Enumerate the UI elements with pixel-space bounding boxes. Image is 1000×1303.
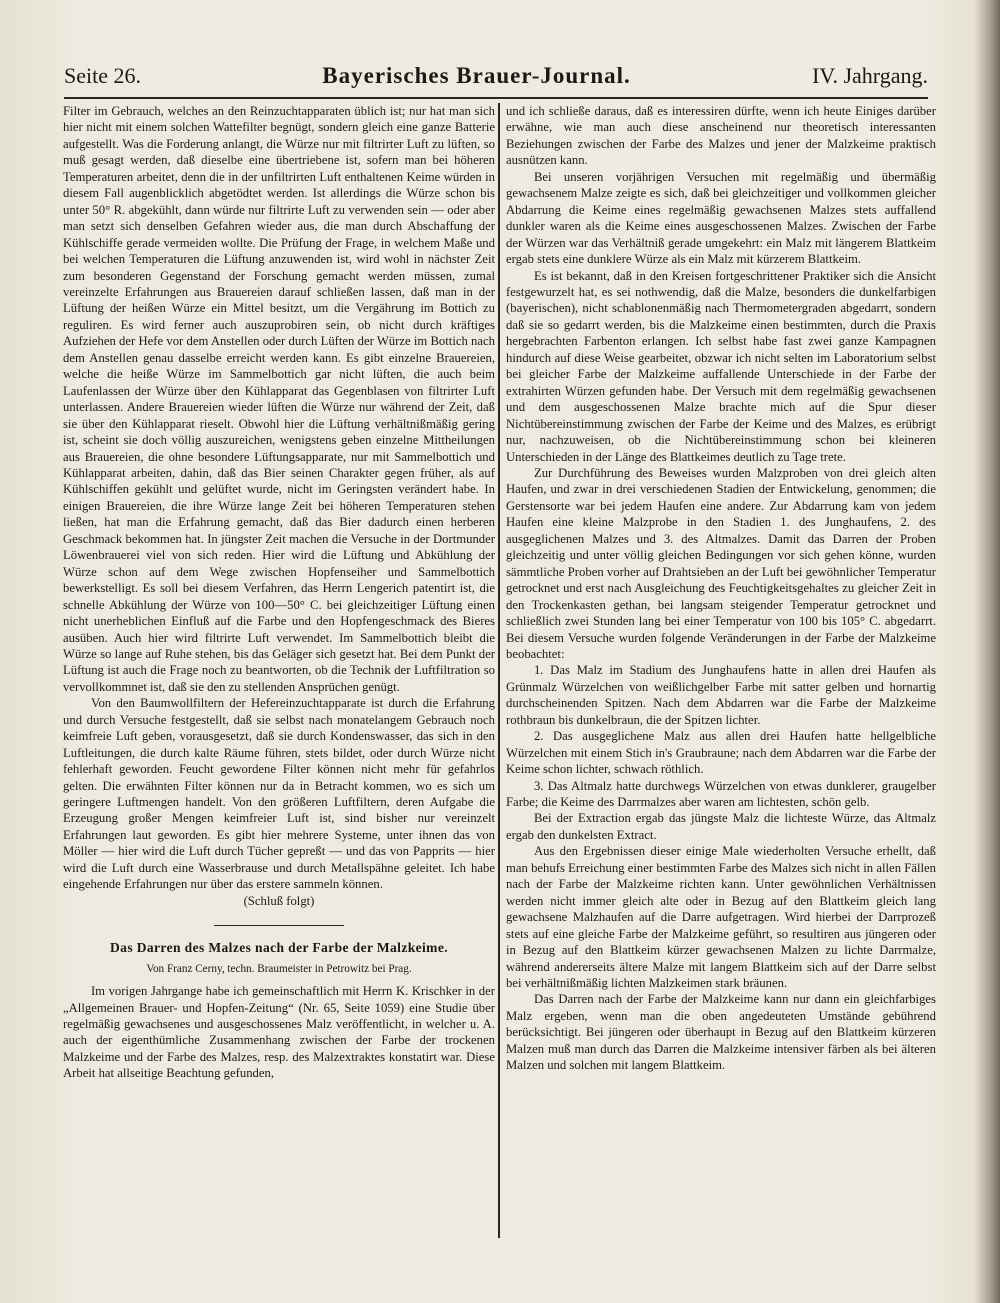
- paragraph: Das Darren nach der Farbe der Malzkeime kann nur dann ein gleichfarbiges Malz ergeben, wenn man die oben angedeuteten Umstände gebührend berücksichtigt. Bei jüngeren oder überhaupt in Bezug auf den Blattkeim kürzeren Malzen muß man durch das Darren die Malzkeime intensiver färben als bei älteren Malzen und solchen mit langem Blattkeim.: [506, 992, 936, 1073]
- page-header: [64, 56, 928, 96]
- column-divider: [498, 103, 500, 1238]
- paragraph: Zur Durchführung des Beweises wurden Malzproben von drei gleich alten Haufen, und zwar in drei verschiedenen Stadien der Entwickelung, genommen; die Gerstensorte war bei jedem Haufen eine andere. Zur Abdarrung kam von jedem Haufen eine kleine Malzprobe in den Stadien 1. des Junghaufens, 2. des ausgeglichenen Malzes und 3. des Altmalzes. Damit das Darren der Proben gleichzeitig und unter völlig gleichen Bedingungen vor sich gehen könne, wurden sämmtliche Proben vorher auf Drahtsieben an der Luft bei gewöhnlicher Temperatur getrocknet und erst nach Ausgleichung des Feuchtigkeitsgehaltes zu gleicher Zeit in den Trockenkasten gethan, bei langsam steigender Temperatur getrocknet und schließlich zwei Stunden lang bei einer Temperatur von 100 bis 105° C. abgedarrt. Bei diesem Versuche wurden folgende Veränderungen in der Farbe der Malzkeime beobachtet:: [506, 465, 936, 661]
- paragraph: Bei der Extraction ergab das jüngste Malz die lichteste Würze, das Altmalz ergab den dunkelsten Extract.: [506, 811, 936, 842]
- article-byline: Von Franz Cerny, techn. Braumeister in Petrowitz bei Prag.: [146, 962, 412, 975]
- paragraph: und ich schließe daraus, daß es interessiren dürfte, wenn ich heute Einiges darüber erwähne, wie man auch diese anscheinend nur theoretisch interessanten Beziehungen zwischen der Farbe des Malzes und jener der Malzkeime praktisch ausnützen kann.: [506, 104, 936, 168]
- list-item: 1. Das Malz im Stadium des Junghaufens hatte in allen drei Haufen als Grünmalz Würzelchen von weißlichgelber Farbe mit satter gelben und hornartig durchscheinenden Spitzen. Nach dem Abdarren war die Farbe der Malzkeime rothbraun bis dunkelbraun, die der Spitzen lichter.: [506, 663, 936, 727]
- header-rule: [64, 97, 928, 99]
- list-item: 3. Das Altmalz hatte durchwegs Würzelchen von etwas dunklerer, graugelber Farbe; die Keime des Darrmalzes aber waren am lichtesten, schön gelb.: [506, 778, 936, 810]
- right-column: [506, 103, 936, 1074]
- list-item: 2. Das ausgeglichene Malz aus allen drei Haufen hatte hellgelbliche Würzelchen mit einem Stich in's Graubraune; nach dem Abdarren war die Farbe der Keime schon lichter, schwach röthlich.: [506, 729, 936, 777]
- page-edge-shadow: [974, 0, 1000, 1303]
- article-title: Das Darren des Malzes nach der Farbe der Malzkeime.: [110, 940, 448, 956]
- volume-label: IV. Jahrgang.: [812, 63, 928, 88]
- article-separator: [214, 925, 344, 926]
- paragraph: Es ist bekannt, daß in den Kreisen fortgeschrittener Praktiker sich die Ansicht festgewurzelt hat, es sei nothwendig, daß die Malze, besonders die dunkelfarbigen (bayerischen), nicht schablonenmäßig nach Thermometergraden abgedarrt, sondern daß sie so gedarrt werden, bis die Malzkeime einen bestimmten, durch die Praxis hergebrachten Farbenton erlangen. Ich selbst habe fast zwei ganze Kampagnen hindurch auf diese Weise gearbeitet, obzwar ich nicht selten im Laboratorium selbst bei gleicher Farbe der Malzkeime auffallende Unterschiede in der Farbe der extrahirten Würzen gefunden habe. Der Versuch mit dem regelmäßig gewachsenen und dem ausgeschossenen Malze brachte mich auf die Spur dieser Nichtübereinstimmung zwischen der Farbe der Keime und des Malzes, es erübrigt nur, nachzuweisen, ob die Nichtübereinstimmung schon bei kleineren Unterschieden in der Länge des Blattkeimes deutlich zu Tage trete.: [506, 268, 936, 464]
- paragraph: Von den Baumwollfiltern der Hefereinzuchtapparate ist durch die Erfahrung und durch Versuche festgestellt, daß sie selbst nach monatelangem Gebrauch noch keimfreie Luft geben, vorausgesetzt, daß sie durch Kondenswasser, das sich in den Luftleitungen, die durch kalte Räume führen, stets bildet, oder durch Würze nicht fehlerhaft geworden. Feucht gewordene Filter können nicht mehr für gefahrlos gelten. Die erwähnten Filter können nur da in Betracht kommen, wo es sich um geringere Luftmengen handelt. Von den größeren Luftfiltern, deren Aufgabe die Erzeugung großer Mengen keimfreier Luft ist, sind bisher nur vereinzelt Erfahrungen laut geworden. Es gibt hier mehrere Systeme, unter ihnen das von Möller — hier wird die Luft durch Tücher gepreßt — und das von Papprits — hier wird die Luft durch eine Wasserbrause und durch Metallspähne geleitet. Ich habe eingehende Erfahrungen nur über das erstere sammeln können.: [63, 696, 495, 892]
- continuation-note: (Schluß folgt): [243, 893, 315, 908]
- paragraph: Aus den Ergebnissen dieser einige Male wiederholten Versuche erhellt, daß man behufs Erreichung einer bestimmten Farbe des Malzes sich nicht in allen Fällen nach der Farbe der Malzkeime richten kann. Unter gewöhnlichen Verhältnissen werden nicht immer gleich alte oder in Bezug auf den Blattkeim gleich lang gewachsene Malzhaufen auf die Darre aufgetragen. Wird hierbei der Darrprozeß stets auf eine gleiche Farbe der Malzkeime geführt, so resultiren aus jüngeren oder in Bezug auf den Blattkeim kürzer gewachsenen Malzen zu lichte Darrmalze, während andererseits ältere Malze mit langem Blattkeim sich auf der Darre selbst bei verhältnißmäßig lichten Malzkeimen stark bräunen.: [506, 844, 936, 991]
- paragraph: Bei unseren vorjährigen Versuchen mit regelmäßig und übermäßig gewachsenem Malze zeigte es sich, daß bei gleichzeitiger und vollkommen gleicher Abdarrung die Keime eines regelmäßig gewachsenen Malzes stets auffallend dunkler waren als die Keime eines ausgeschossenen Malzes. Zwischen der Farbe der Würzen war das Verhältniß gerade umgekehrt: ein Malz mit längerem Blattkeim ergab stets eine dunklere Würze als ein Malz mit kürzerem Blattkeim.: [506, 169, 936, 267]
- journal-title: Bayerisches Brauer-Journal.: [322, 63, 631, 88]
- paragraph: Filter im Gebrauch, welches an den Reinzuchtapparaten üblich ist; nur hat man sich hier nicht mit einem solchen Wattefilter begnügt, sondern gleich eine ganze Batterie aufgestellt. Was die Forderung anlangt, die Würze nur mit filtrirter Luft zu lüften, so muß gesagt werden, daß dieselbe eine übertriebene ist, sofern man bei höheren Temperaturen arbeitet, denn die in der unfiltrirten Luft enthaltenen Keime würden in diesem Fall augenblicklich abgetödtet werden. Ist allerdings die Würze schon bis unter 50° R. abgekühlt, dann würde nur filtrirte Luft zu verwenden sein — oder aber man setzt sich denselben Gefahren wieder aus, die man durch Abschaffung der Kühlschiffe gerade vermeiden wollte. Die Prüfung der Frage, in welchem Maße und bei welchen Temperaturen die Lüftung anzuwenden ist, wird wohl in nächster Zeit zum besonderen Gegenstand der Forschung gemacht werden müssen, zumal vereinzelte Erfahrungen aus Brauereien darauf schließen lassen, daß man in der Lüftung der heißen Würze ein Mittel besitzt, um die Vergährung im Bottich zu reguliren. Es wird ferner auch auszuprobiren sein, ob nicht durch kräftiges Aufziehen der Hefe vor dem Anstellen oder durch Lüften der Würze im Bottich nach dem Anstellen genau dasselbe erreicht werden kann. Es gibt einzelne Brauereien, welche die heiße Würze im Sammelbottich gar nicht lüften, die auch beim Laufenlassen der Würze über den Kühlapparat das Gegenblasen von filtrirter Luft unterlassen. Andere Brauereien wieder lüften die Würze nur während der Zeit, daß sie über den Kühlapparat rieselt. Obwohl hier die Lüftung verhältnißmäßig gering ist, scheint sie doch völlig auszureichen, wenigstens geben einzelne Mittheilungen aus Brauereien, die ohne besondere Lüftungsapparate, nur mit Sammelbottich und Kühlapparat arbeiten, dahin, daß das Bier seinen Charakter gegen früher, als auf Kühlschiffen gekühlt und gelüftet wurde, nicht im Geringsten verändert habe. In einigen Brauereien, die ihre Würze lange Zeit bei höheren Temperaturen stehen ließen, hat man die Erfahrung gemacht, daß das Bier dadurch einen herberen Geschmack bekommen hat. In jüngster Zeit machen die Versuche in der Dortmunder Löwenbrauerei viel von sich reden. Hier wird die Lüftung und Abkühlung der Würze schon auf dem Wege zwischen Hopfenseiher und Sammelbottich bewerkstelligt. Es soll bei diesem Verfahren, das Herrn Lengerich patentirt ist, die schnelle Abkühlung der Würze von 100—50° C. bei gleichzeitiger Lüftung einen nicht unerheblichen Einfluß auf die Farbe und den Hopfengeschmack des Bieres ausüben. Auch hier wird filtrirte Luft verwendet. Im Sammelbottich bleibt die Würze so lange auf Ruhe stehen, bis das Geläger sich gesetzt hat. Bei dem Punkt der Lüftung ist auch die Frage noch zu beantworten, ob die Technik der Luftfiltration so vervollkommnet ist, daß sie den zu stellenden Ansprüchen genügt.: [63, 104, 495, 694]
- left-column: [63, 103, 495, 1082]
- paragraph: Im vorigen Jahrgange habe ich gemeinschaftlich mit Herrn K. Krischker in der „Allgemeinen Brauer- und Hopfen-Zeitung“ (Nr. 65, Seite 1059) eine Studie über regelmäßig gewachsenes und ausgeschossenes Malz veröffentlicht, in welcher u. A. auch der eigenthümliche Zusammenhang zwischen der Farbe der trockenen Malzkeime und der Farbe des Malzes, resp. des Malzextraktes konstatirt war. Diese Arbeit hat allseitige Beachtung gefunden,: [63, 984, 495, 1081]
- page-number: Seite 26.: [64, 63, 141, 88]
